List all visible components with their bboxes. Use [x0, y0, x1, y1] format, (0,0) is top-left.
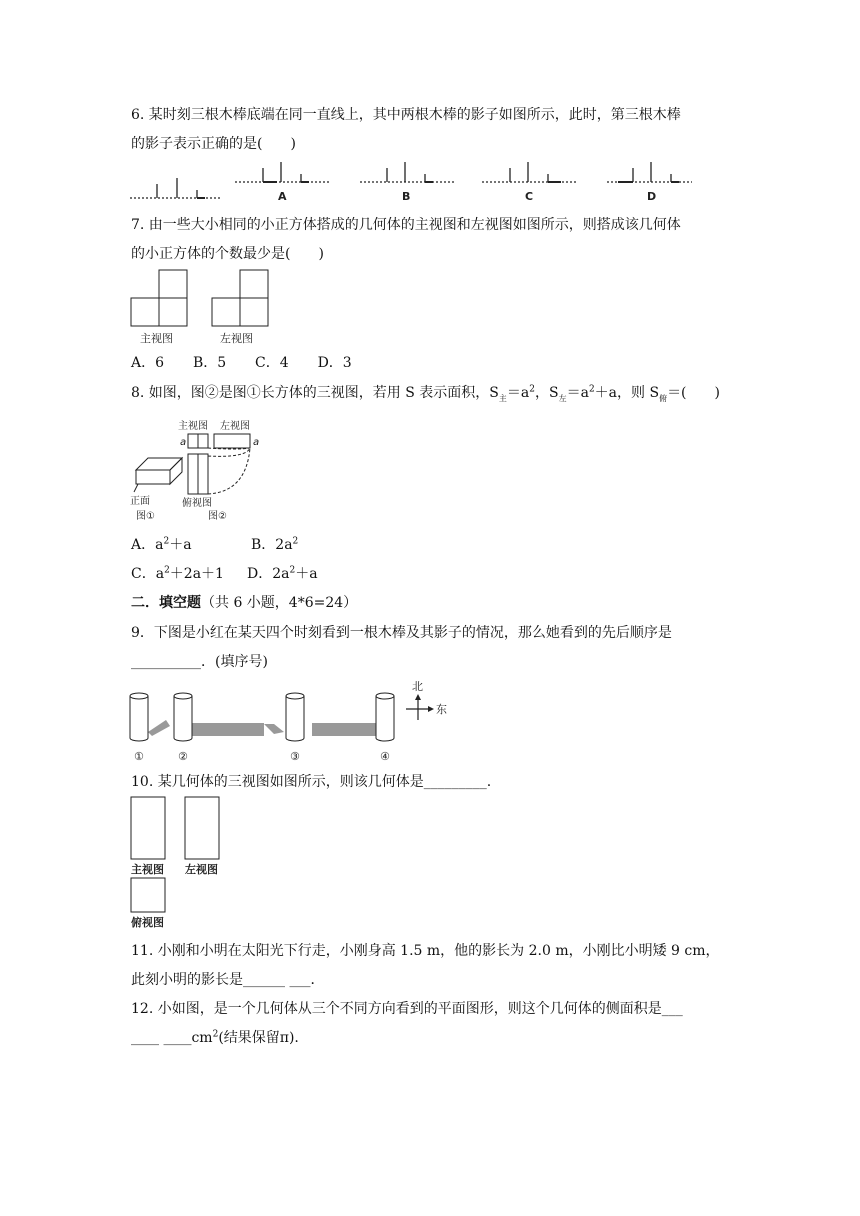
q10-text: 10. 某几何体的三视图如图所示，则该几何体是_________.: [131, 774, 492, 790]
q9-stick-2-top: [174, 693, 192, 699]
q9-stick-1: [130, 696, 148, 741]
q9-label-4: ④: [380, 750, 390, 763]
q11-line1: 11. 小刚和小明在太阳光下行走，小刚身高 1.5 m，他的影长为 2.0 m，小刚比小明矮 9 cm，: [131, 943, 720, 959]
q8-prefix: 8. 如图，图②是图①长方体的三视图，若用 S 表示面积，S: [131, 385, 499, 401]
q8-choice-c-text: C．a: [131, 566, 165, 582]
q9-shadow-3: [264, 724, 284, 734]
section2-title: 二．填空题: [131, 595, 201, 611]
q8-choice-a-sup: 2: [163, 536, 170, 547]
q8-choice-d-rest: ＋a: [295, 566, 318, 582]
q10-left-view: [185, 797, 219, 859]
q8-choice-d-sup: 2: [289, 565, 296, 576]
q9-label-1: ①: [134, 750, 144, 763]
q8-sub-left: 左: [558, 393, 567, 403]
q9-shadow-2: [192, 723, 264, 736]
q9-shadow-1: [148, 720, 170, 736]
q10-front-label: 主视图: [131, 863, 164, 876]
q8-cuboid-front: [136, 470, 170, 484]
q8-choice-d-text: D．2a: [247, 566, 290, 582]
q8-sub-top: 俯: [659, 393, 668, 403]
q6-line2: 的影子表示正确的是( ): [131, 136, 296, 152]
q7-front-label: 主视图: [140, 332, 173, 345]
q7-left-cell-3: [240, 270, 268, 298]
q8-fig1-label: 图①: [136, 511, 155, 522]
q12-line1: 12. 小如图，是一个几何体从三个不同方向看到的平面图形，则这个几何体的侧面积是___: [131, 1001, 683, 1017]
q8-mid3: ＝a: [566, 385, 589, 401]
q9-compass-east-arrow: [428, 706, 434, 712]
q8-mid1: ＝a: [506, 385, 530, 401]
q8-front-pointer: [134, 484, 138, 492]
q8-mid2: ，S: [534, 385, 559, 401]
q9-north-label: 北: [412, 680, 423, 693]
q7-choice-c: C．4: [255, 355, 289, 371]
q6-line1: 6. 某时刻三根木棒底端在同一直线上，其中两根木棒的影子如图所示，此时，第三根木棒: [131, 107, 681, 123]
q10-top-view: [131, 878, 165, 912]
q12-line2: [131, 1028, 299, 1048]
q8-suffix: ＝( ): [667, 385, 720, 401]
q7-choice-d: D．3: [317, 355, 352, 371]
q10-front-view: [131, 797, 165, 859]
q7-line2: 的小正方体的个数最少是( ): [131, 246, 324, 262]
q9-east-label: 东: [436, 703, 447, 716]
q9-stick-2: [174, 696, 192, 741]
q6-option-b: B: [402, 190, 411, 203]
q12-unit: cm: [191, 1030, 213, 1046]
q9-label-3: ③: [290, 750, 300, 763]
q7-left-cell-2: [240, 298, 268, 326]
q7-front-cell-3: [159, 270, 187, 298]
q8-a-label-left: a: [180, 437, 187, 448]
section2-heading: [131, 593, 357, 613]
q7-choice-b: B．5: [192, 355, 227, 371]
q8-choices-row2: [131, 564, 318, 584]
section2-note: （共 6 小题，4*6=24）: [201, 595, 358, 611]
q8-choice-d: [247, 566, 318, 582]
q8-cuboid-top: [136, 458, 182, 470]
q12-unit-sup: 2: [212, 1029, 219, 1040]
q8-choice-c-sup: 2: [164, 565, 170, 576]
q7-choices: [131, 353, 352, 373]
q10-top-label: 俯视图: [131, 916, 164, 929]
q8-a-label-right: a: [253, 437, 260, 448]
q8-choice-a: [131, 535, 251, 555]
q6-figure: [125, 160, 705, 206]
q7-figure: [128, 268, 273, 348]
q8-fig2-label: 图②: [208, 511, 227, 522]
q7-left-cell-1: [212, 298, 240, 326]
q8-choice-c: [131, 564, 247, 584]
q8-sup1: 2: [529, 384, 535, 395]
q9-line1: 9．下图是小红在某天四个时刻看到一根木棒及其影子的情况，那么她看到的先后顺序是: [131, 625, 672, 641]
q7-front-cell-1: [131, 298, 159, 326]
q8-cuboid-side: [170, 458, 182, 484]
q8-left-label: 左视图: [220, 421, 250, 432]
q8-choice-b-text: B．2a: [251, 537, 293, 553]
q12-blank: ____ ____: [131, 1030, 192, 1046]
q12-rest: (结果保留π).: [218, 1030, 299, 1046]
q8-choice-c-rest: ＋2a＋1: [169, 566, 224, 582]
q8-front-label: 正面: [130, 496, 150, 507]
q8-choice-a-text: A．a: [131, 537, 164, 553]
q10-figure: [128, 794, 228, 934]
q8-main-label: 主视图: [178, 421, 208, 432]
q9-stick-3: [286, 696, 304, 741]
q10-left-label: 左视图: [185, 863, 218, 876]
q8-figure: [128, 418, 268, 524]
q9-stick-4: [376, 696, 394, 741]
q6-option-a: A: [278, 190, 287, 203]
q9-stick-4-top: [376, 693, 394, 699]
q9-compass-north-arrow: [415, 694, 421, 700]
q8-choices-row1: [131, 535, 298, 555]
q8-connector-arc-outer: [208, 448, 250, 494]
q7-choice-a: A．6: [131, 355, 165, 371]
q8-line: [131, 383, 720, 403]
q6-option-c: C: [525, 190, 534, 203]
q8-left-view: [214, 434, 250, 448]
q8-mid4: ＋a，则 S: [594, 385, 660, 401]
q9-stick-3-top: [286, 693, 304, 699]
q8-choice-b: [251, 537, 298, 553]
q8-sup2: 2: [588, 384, 595, 395]
q8-choice-a-rest: ＋a: [169, 537, 192, 553]
q9-label-2: ②: [178, 750, 188, 763]
q9-stick-1-top: [130, 693, 148, 699]
q8-top-label: 俯视图: [182, 498, 212, 509]
q9-figure: [126, 676, 466, 766]
q8-choice-b-sup: 2: [292, 536, 299, 547]
q7-left-label: 左视图: [220, 332, 253, 345]
q7-front-cell-2: [159, 298, 187, 326]
q7-line1: 7. 由一些大小相同的小正方体搭成的几何体的主视图和左视图如图所示，则搭成该几何体: [131, 217, 681, 233]
q11-line2: 此刻小明的影长是______ ___．: [131, 972, 325, 988]
q9-shadow-4: [312, 723, 378, 736]
q8-sub-main: 主: [498, 393, 507, 403]
q6-option-d: D: [647, 190, 657, 203]
q9-line2: __________．(填序号): [131, 654, 268, 670]
